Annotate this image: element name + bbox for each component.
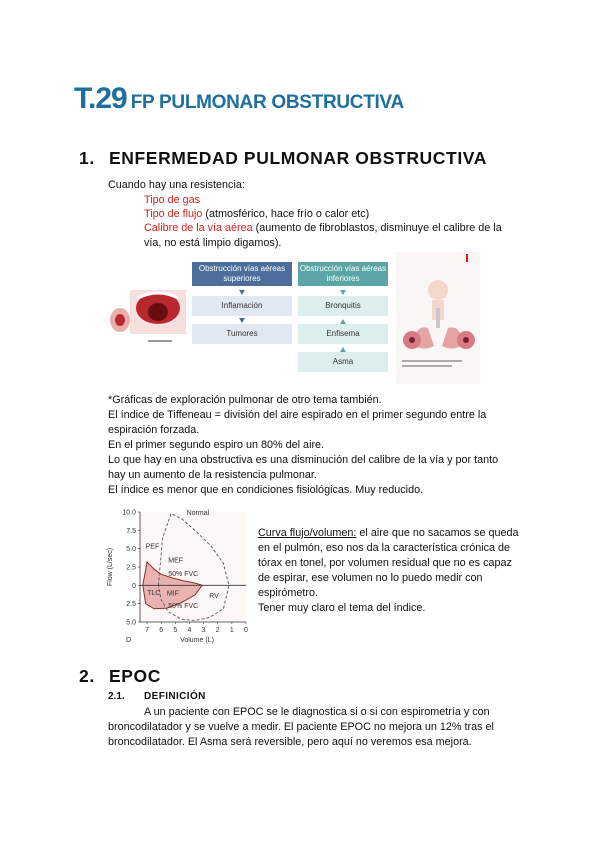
section-1-heading: ENFERMEDAD PULMONAR OBSTRUCTIVA: [109, 148, 487, 168]
annotation-mif: MIF: [166, 590, 179, 598]
x-tick-label: 6: [159, 627, 164, 634]
curve-label: Curva flujo/volumen:: [258, 527, 357, 539]
upper-item-inflamacion: Inflamación: [192, 296, 292, 316]
paragraph-line: En el primer segundo espiro un 80% del aire.: [108, 439, 325, 451]
x-tick-label: 0: [244, 627, 248, 634]
x-tick-label: 1: [229, 627, 234, 634]
y-tick-label: 2.5: [126, 564, 136, 572]
item-tipo-gas: Tipo de gas: [144, 194, 201, 206]
y-tick-label: 5.0: [126, 619, 136, 627]
curve-explanation: [258, 526, 538, 616]
definition-line-2: broncodilatador y se vuelve a medir. El paciente EPOC no mejora un 12% tras el: [108, 721, 494, 733]
item-tipo-flujo: [144, 207, 369, 222]
item-tipo-flujo-text: (atmosférico, hace frío o calor etc): [202, 208, 370, 220]
paragraph-line: *Gráficas de exploración pulmonar de otro tema también.: [108, 394, 382, 406]
y-tick-label: 10.0: [122, 509, 136, 517]
y-tick-label: 7.5: [126, 527, 136, 535]
curve-line-1: [258, 526, 538, 541]
upper-item-tumores: Tumores: [192, 324, 292, 344]
y-tick-label: 0: [132, 582, 136, 590]
subsection-number: 2.1.: [108, 691, 125, 702]
annotation-pef: PEF: [145, 543, 160, 551]
x-axis-label: Volume (L): [180, 637, 214, 644]
definition-line-1: A un paciente con EPOC se le diagnostica si o si con espirometría y con: [144, 706, 490, 718]
title-number: T.29: [74, 82, 127, 115]
paragraph-line: espiración forzada.: [108, 424, 200, 436]
lower-item-bronquitis: Bronquitis: [298, 296, 388, 316]
paragraph-line: El índice de Tiffeneau = división del aire espirado en el primer segundo entre la: [108, 409, 487, 421]
curve-line: de espirar, ese volumen no lo puedo medir con: [258, 572, 483, 584]
item-calibre: [144, 221, 502, 236]
x-tick-label: 2: [215, 627, 220, 634]
annotation-rv: RV: [209, 592, 219, 600]
curve-line: espirómetro.: [258, 587, 319, 599]
y-axis-label: Flow (L/sec): [107, 547, 114, 587]
x-tick-label: 4: [187, 627, 192, 634]
paragraph-line: hay un aumento de la resistencia pulmonar.: [108, 469, 317, 481]
upper-airway-header: Obstrucción vías aéreas superiores: [192, 262, 292, 286]
section-2-number: 2.: [79, 666, 95, 686]
arrow-down-icon: [340, 290, 346, 295]
explanation-paragraph: [108, 393, 528, 498]
item-calibre-text-1: (aumento de fibroblastos, disminuye el calibre de la: [252, 222, 502, 234]
obstruction-figure: [108, 252, 480, 384]
annotation-mef: MEF: [168, 557, 184, 565]
curve-line: tórax en tonel, por volumen residual que no es capaz: [258, 557, 512, 569]
annotation-mef-fvc: 50% FVC: [168, 570, 199, 578]
definition-line-3: broncodilatador. El Asma será reversible, pero aquí no veremos esa mejora.: [108, 736, 472, 748]
lungs-illustration: [396, 252, 480, 384]
lower-airway-header: Obstrucción vías aéreas inferiores: [298, 262, 388, 286]
curve-line-1-text: el aire que no sacamos se queda: [356, 527, 519, 539]
flow-volume-chart: [104, 504, 254, 646]
curve-line: en el pulmón, eso nos da la característica crónica de: [258, 542, 511, 554]
curve-line: Tener muy claro el tema del índice.: [258, 602, 426, 614]
item-tipo-flujo-label: Tipo de flujo: [144, 208, 203, 220]
x-tick-label: 5: [173, 627, 178, 634]
y-tick-label: 5.0: [126, 546, 136, 554]
throat-illustration: [108, 286, 192, 356]
section-2-heading: EPOC: [109, 666, 161, 686]
y-tick-label: 2.5: [126, 601, 136, 609]
arrow-down-icon: [239, 318, 245, 323]
item-calibre-label: Calibre de la vía aérea: [144, 222, 253, 234]
x-tick-label: 3: [201, 627, 206, 634]
subsection-heading: DEFINICIÓN: [144, 691, 206, 702]
annotation-mif-fvc: 50% FVC: [168, 603, 199, 611]
section-1-intro: Cuando hay una resistencia:: [108, 179, 245, 191]
paragraph-line: Lo que hay en una obstructiva es una disminución del calibre de la vía y por tanto: [108, 454, 499, 466]
annotation-normal: Normal: [186, 509, 210, 517]
annotation-tlc: TLC: [147, 589, 161, 597]
panel-label: D: [126, 637, 132, 644]
lower-item-asma: Asma: [298, 352, 388, 372]
paragraph-line: El índice es menor que en condiciones fisiológicas. Muy reducido.: [108, 484, 424, 496]
document-title: [74, 82, 404, 116]
lower-item-enfisema: Enfisema: [298, 324, 388, 344]
x-tick-label: 7: [145, 627, 150, 634]
section-1-number: 1.: [79, 148, 95, 168]
title-text: FP PULMONAR OBSTRUCTIVA: [130, 92, 404, 113]
arrow-down-icon: [239, 290, 245, 295]
item-calibre-text-2: vía, no está limpio digamos).: [144, 237, 282, 249]
